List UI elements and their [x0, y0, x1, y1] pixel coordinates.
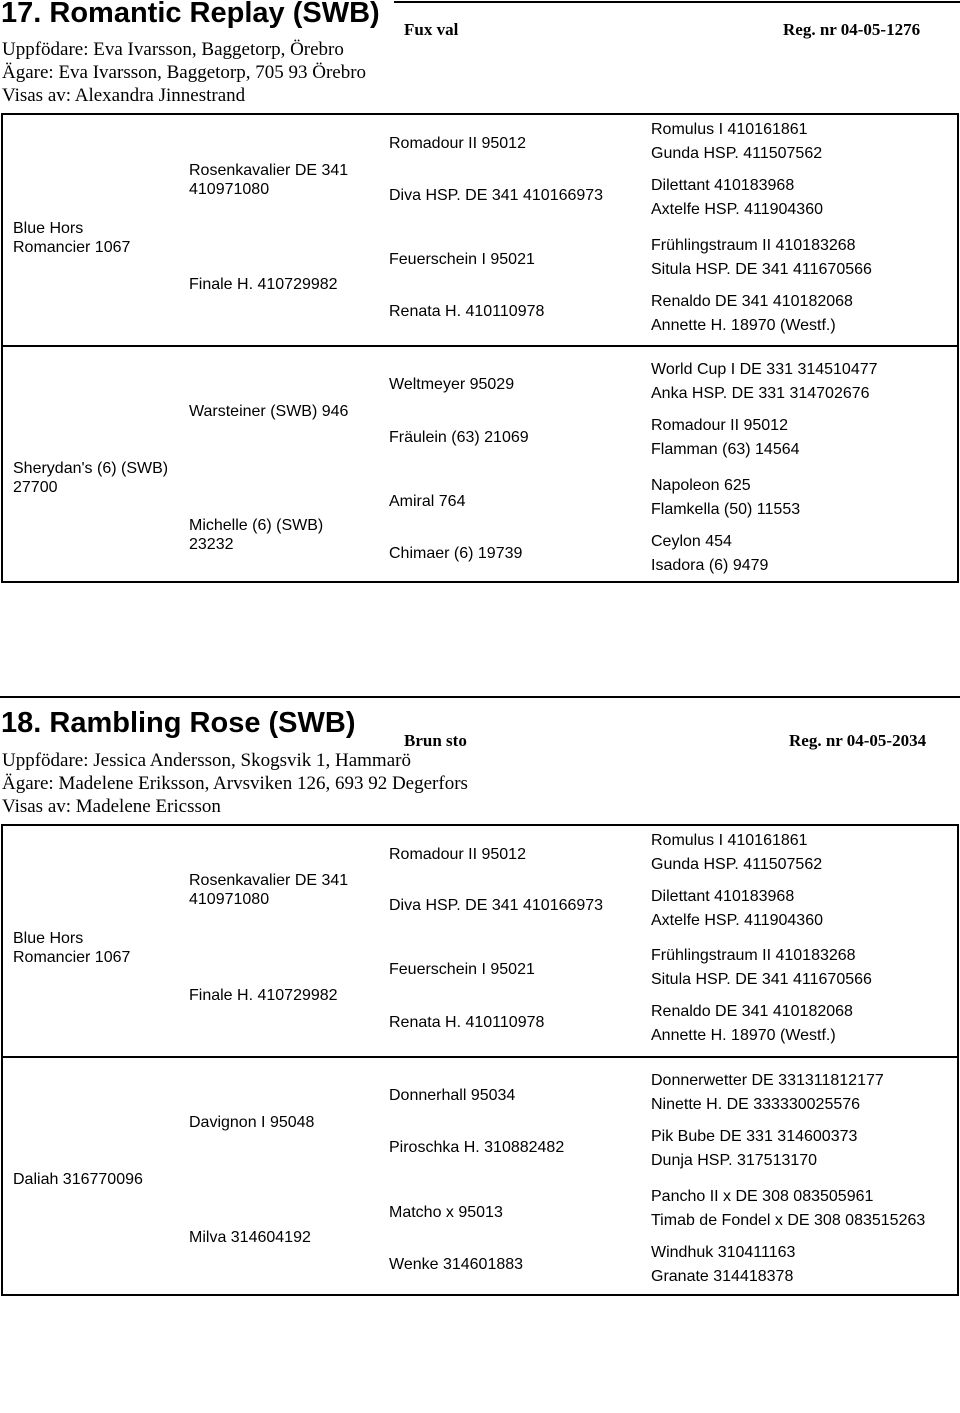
dam-sire: Warsteiner (SWB) 946 — [189, 403, 349, 420]
gen3-8: Chimaer (6) 19739 — [389, 545, 523, 562]
sire-dam: Finale H. 410729982 — [189, 276, 338, 293]
gen3-2: Diva HSP. DE 341 410166973 — [389, 187, 604, 204]
registration-number: Reg. nr 04-05-2034 — [789, 731, 927, 750]
shown-by: Visas av: Madelene Ericsson — [2, 796, 221, 817]
sire-sire: Rosenkavalier DE 341 410971080 — [189, 872, 349, 908]
gen4-1: Romulus I 410161861 Gunda HSP. 411507562 — [651, 121, 823, 162]
gen4-7: Napoleon 625 Flamkella (50) 11553 — [651, 477, 801, 518]
dam-sire: Davignon I 95048 — [189, 1114, 315, 1131]
gen3-5: Weltmeyer 95029 — [389, 376, 515, 393]
registration-number: Reg. nr 04-05-1276 — [783, 20, 921, 39]
gen4-2: Dilettant 410183968 Axtelfe HSP. 411904360 — [651, 177, 823, 218]
gen4-6: Pik Bube DE 331 314600373 Dunja HSP. 317513170 — [651, 1128, 858, 1169]
gen4-4: Renaldo DE 341 410182068 Annette H. 18970 (Westf.) — [651, 1003, 853, 1044]
color-sex: Fux val — [404, 20, 459, 39]
breeder: Uppfödare: Eva Ivarsson, Baggetorp, Örebro — [2, 39, 344, 60]
dam: Sherydan's (6) (SWB) 27700 — [13, 460, 169, 496]
gen3-5: Donnerhall 95034 — [389, 1087, 516, 1104]
gen4-7: Pancho II x DE 308 083505961 Timab de Fondel x DE 308 083515263 — [651, 1188, 926, 1229]
breeder: Uppfödare: Jessica Andersson, Skogsvik 1, Hammarö — [2, 750, 411, 771]
gen3-3: Feuerschein I 95021 — [389, 961, 535, 978]
gen3-1: Romadour II 95012 — [389, 135, 526, 152]
sire: Blue Hors Romancier 1067 — [13, 930, 131, 966]
gen3-4: Renata H. 410110978 — [389, 1014, 545, 1031]
dam-dam: Milva 314604192 — [189, 1229, 311, 1246]
gen4-4: Renaldo DE 341 410182068 Annette H. 18970 (Westf.) — [651, 293, 853, 334]
gen4-8: Windhuk 310411163 Granate 314418378 — [651, 1244, 796, 1285]
pedigree-divider — [1, 345, 959, 347]
gen4-6: Romadour II 95012 Flamman (63) 14564 — [651, 417, 800, 458]
sire-sire: Rosenkavalier DE 341 410971080 — [189, 162, 349, 198]
pedigree-divider — [1, 1056, 959, 1058]
sire-dam: Finale H. 410729982 — [189, 987, 338, 1004]
gen4-5: World Cup I DE 331 314510477 Anka HSP. DE 331 314702676 — [651, 361, 878, 402]
gen4-5: Donnerwetter DE 331311812177 Ninette H. DE 333330025576 — [651, 1072, 884, 1113]
gen3-8: Wenke 314601883 — [389, 1256, 524, 1273]
gen4-2: Dilettant 410183968 Axtelfe HSP. 411904360 — [651, 888, 823, 929]
color-sex: Brun sto — [404, 731, 467, 750]
owner: Ägare: Eva Ivarsson, Baggetorp, 705 93 Örebro — [2, 62, 367, 83]
top-rule — [0, 696, 960, 698]
gen4-3: Frühlingstraum II 410183268 Situla HSP. DE 341 411670566 — [651, 237, 872, 278]
shown-by: Visas av: Alexandra Jinnestrand — [2, 85, 246, 106]
dam: Daliah 316770096 — [13, 1171, 143, 1188]
top-rule — [394, 1, 960, 3]
gen3-7: Amiral 764 — [389, 493, 466, 510]
gen3-2: Diva HSP. DE 341 410166973 — [389, 897, 604, 914]
gen3-1: Romadour II 95012 — [389, 846, 526, 863]
entry-title: 18. Rambling Rose (SWB) — [1, 707, 356, 739]
entry-title: 17. Romantic Replay (SWB) — [1, 0, 380, 29]
gen3-6: Piroschka H. 310882482 — [389, 1139, 565, 1156]
owner: Ägare: Madelene Eriksson, Arvsviken 126, 693 92 Degerfors — [2, 773, 468, 794]
gen3-6: Fräulein (63) 21069 — [389, 429, 529, 446]
gen3-4: Renata H. 410110978 — [389, 303, 545, 320]
dam-dam: Michelle (6) (SWB) 23232 — [189, 517, 324, 553]
gen4-1: Romulus I 410161861 Gunda HSP. 411507562 — [651, 832, 823, 873]
gen4-3: Frühlingstraum II 410183268 Situla HSP. DE 341 411670566 — [651, 947, 872, 988]
gen3-3: Feuerschein I 95021 — [389, 251, 535, 268]
gen3-7: Matcho x 95013 — [389, 1204, 503, 1221]
gen4-8: Ceylon 454 Isadora (6) 9479 — [651, 533, 769, 574]
sire: Blue Hors Romancier 1067 — [13, 220, 131, 256]
